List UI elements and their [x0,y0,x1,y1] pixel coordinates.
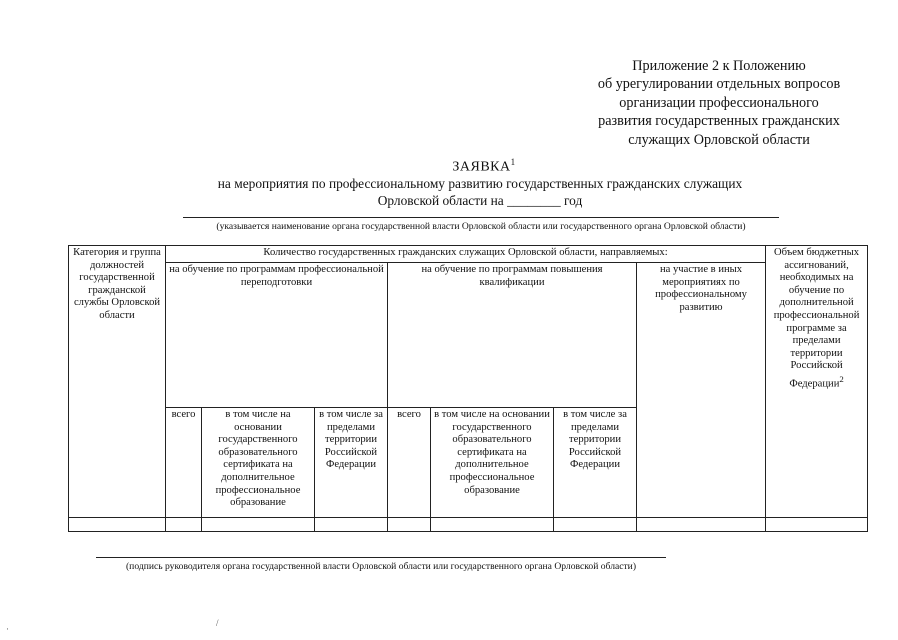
table-row [69,518,868,532]
table-cell[interactable] [766,518,868,532]
qualification-header: на обучение по программам повышения квалификации [388,263,637,408]
retraining-certificate-header: в том числе на основании государственного образовательного сертификата на дополнительное профессиональное образование [202,408,315,518]
subtitle-line-1: на мероприятия по профессиональному развитию государственных гражданских служащих [217,176,743,191]
org-name-line [183,217,779,218]
document-title [0,157,898,176]
table-cell[interactable] [166,518,202,532]
table-cell[interactable] [388,518,431,532]
count-header: Количество государственных гражданских служащих Орловской области, направляемых: [166,246,766,263]
appendix-header [574,57,864,149]
appendix-line: Приложение 2 к Положению [632,58,806,74]
scan-speck: · [6,624,9,634]
document-subtitle [0,176,898,209]
table-cell[interactable] [431,518,554,532]
table-cell[interactable] [554,518,637,532]
budget-header-text: Объем бюджетных ассигнований, необходимых на обучение по дополнительной профессиональной программе за пределами территории Российской Федерации [773,247,860,390]
subtitle-line-2 [0,193,898,210]
signature-caption: (подпись руководителя органа государственной власти Орловской области или государственного органа Орловской области) [125,561,637,572]
qualification-certificate-header: в том числе на основании государственного образовательного сертификата на дополнительное профессиональное образование [431,408,554,518]
subtitle-suffix: год [564,192,583,208]
subtitle-prefix: Орловской области на [377,192,504,208]
table-cell[interactable] [69,518,166,532]
appendix-line: об урегулировании отдельных вопросов [597,76,841,93]
retraining-total-header: всего [166,408,202,518]
qualification-abroad-header: в том числе за пределами территории Российской Федерации [554,408,637,518]
budget-header [766,246,868,518]
scan-speck: / [216,618,219,628]
appendix-line: развития государственных гражданских [598,113,840,130]
appendix-line: организации профессионального [619,94,819,111]
table-cell[interactable] [637,518,766,532]
year-blank: ________ [507,192,561,208]
org-name-caption: (указывается наименование органа государственной власти Орловской области или государственного органа Орловской области) [216,221,746,232]
category-header: Категория и группа должностей государственной гражданской службы Орловской области [69,246,166,518]
title-text: ЗАЯВКА [452,159,511,175]
table-cell[interactable] [202,518,315,532]
retraining-abroad-header: в том числе за пределами территории Российской Федерации [315,408,388,518]
other-events-header: на участие в иных мероприятиях по профессиональному развитию [637,263,766,518]
request-table [68,245,868,532]
appendix-line: служащих Орловской области [628,131,810,148]
signature-line [96,557,666,558]
retraining-header: на обучение по программам профессиональной переподготовки [166,263,388,408]
budget-footnote: 2 [839,373,844,384]
qualification-total-header: всего [388,408,431,518]
table-cell[interactable] [315,518,388,532]
title-footnote: 1 [510,157,516,167]
